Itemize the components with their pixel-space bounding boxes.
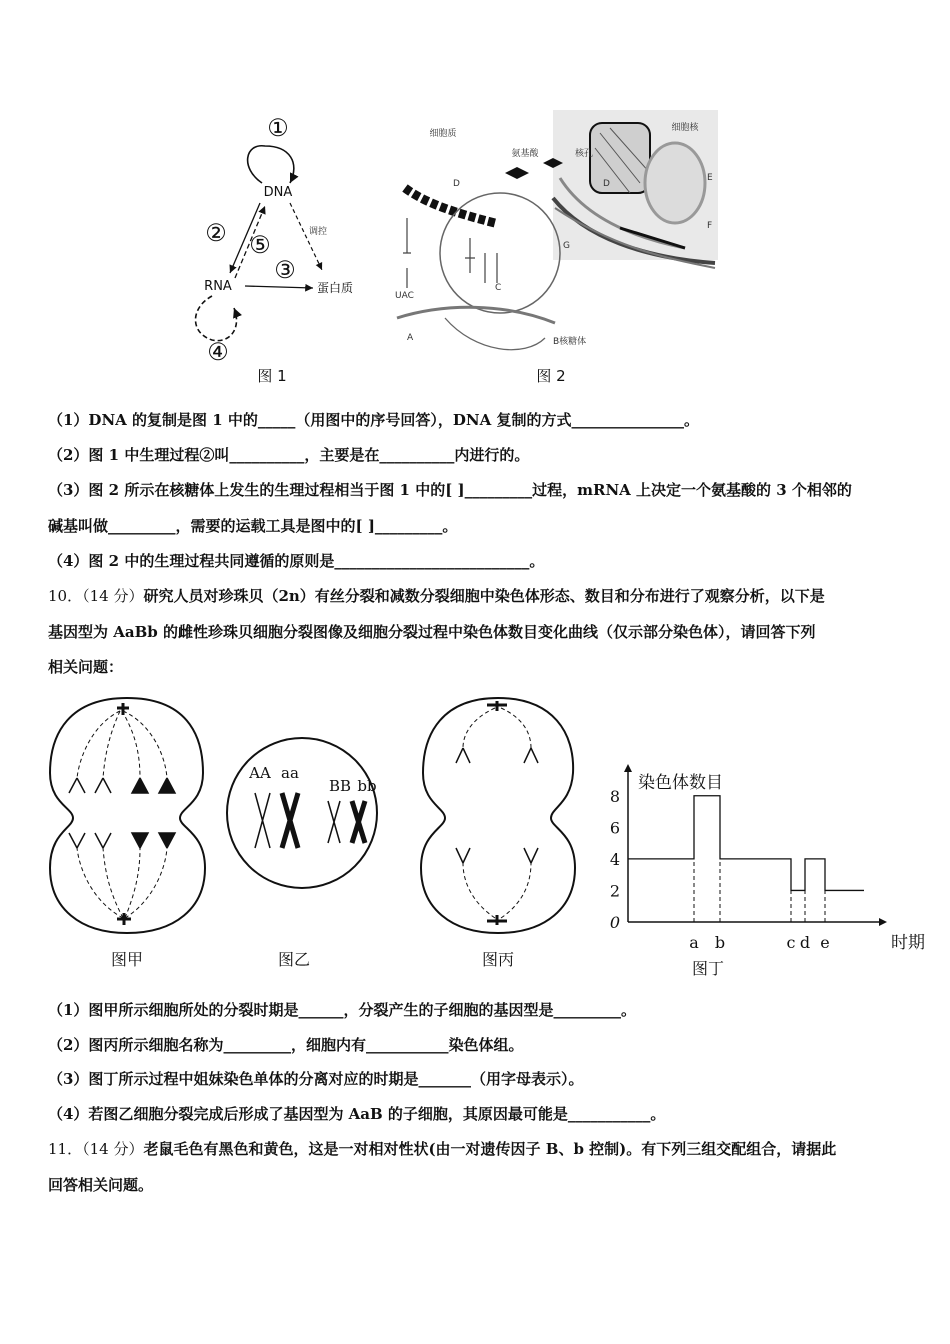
q10-intro-text: 研究人员对珍珠贝（2n）有丝分裂和减数分裂细胞中染色体形态、数目和分布进行了观察分析，以下是 <box>143 587 825 605</box>
x-axis-title: 时期 <box>891 933 925 953</box>
q10-intro-3: 相关问题： <box>48 658 124 676</box>
marker-label-a: a <box>689 933 699 952</box>
allele-BB: BB <box>328 777 352 795</box>
circle-5: ⑤ <box>249 231 271 259</box>
label-d: D <box>453 179 460 189</box>
ribosome-label: B核糖体 <box>553 337 587 347</box>
y-tick-8: 8 <box>609 786 620 806</box>
marker-label-d: d <box>799 933 811 952</box>
caption-bing: 图丙 <box>481 950 515 969</box>
q11-line-1 <box>48 1139 908 1159</box>
circle-3: ③ <box>274 256 296 284</box>
q10-sub-1: （1）图甲所示细胞所处的分裂时期是______，分裂产生的子细胞的基因型是_________。 <box>48 1001 636 1019</box>
allele-AA: AA <box>249 764 271 782</box>
figure-bing-cell <box>413 693 583 973</box>
q9-sub-2: （2）图 1 中生理过程②叫__________，主要是在__________内进行的。 <box>48 446 530 464</box>
q10-intro-1 <box>48 586 908 606</box>
label-g: G <box>563 241 570 251</box>
caption-ding: 图丁 <box>691 959 725 978</box>
circle-2: ② <box>205 219 227 247</box>
figure-yi-cell <box>222 693 382 973</box>
dna-label: DNA <box>263 185 293 200</box>
marker-label-b: b <box>714 933 726 952</box>
figure-1-caption: 图 1 <box>257 367 287 385</box>
cytoplasm-label: 细胞质 <box>429 129 457 139</box>
y-tick-0: 0 <box>609 913 620 932</box>
nucleus-label: 细胞核 <box>671 123 699 133</box>
figure-2-translation <box>385 108 720 393</box>
allele-aa: aa <box>281 764 299 782</box>
protein-label: 蛋白质 <box>316 281 354 295</box>
q11-line-2: 回答相关问题。 <box>48 1176 154 1194</box>
rna-label: RNA <box>204 279 232 294</box>
anticodon-label: UAC <box>395 291 414 301</box>
y-axis-arrow <box>624 764 632 772</box>
chromosome-count-line <box>628 796 864 891</box>
amino-acid-label: 氨基酸 <box>511 149 539 159</box>
q9-sub-3-cont: 碱基叫做_________，需要的运载工具是图中的[ ]_________。 <box>48 517 458 535</box>
x-axis-arrow <box>879 918 887 926</box>
q9-sub-1: （1）DNA 的复制是图 1 中的_____（用图中的序号回答），DNA 复制的方式_______________。 <box>48 411 699 429</box>
y-axis-title: 染色体数目 <box>638 773 723 793</box>
regulate-label: 调控 <box>308 227 328 237</box>
q10-sub-2: （2）图丙所示细胞名称为_________，细胞内有___________染色体组。 <box>48 1036 524 1054</box>
y-tick-4: 4 <box>609 849 620 869</box>
circle-1: ① <box>267 114 289 142</box>
marker-label-e: e <box>820 933 830 952</box>
q9-sub-4: （4）图 2 中的生理过程共同遵循的原则是__________________________。 <box>48 552 545 570</box>
label-c: C <box>495 283 502 293</box>
caption-yi: 图乙 <box>277 950 311 969</box>
pore-label: 核孔 <box>575 149 594 159</box>
label-a: A <box>407 333 414 343</box>
label-f: F <box>707 221 713 231</box>
figure-jia-cell <box>45 693 210 973</box>
figure-ding-chart <box>598 760 925 990</box>
q10-sub-4: （4）若图乙细胞分裂完成后形成了基因型为 AaB 的子细胞，其原因最可能是___________。 <box>48 1105 666 1123</box>
q11-number: 11．（14 分） <box>48 1140 144 1158</box>
marker-label-c: c <box>786 933 796 952</box>
y-tick-6: 6 <box>609 818 620 838</box>
q9-sub-3: （3）图 2 所示在核糖体上发生的生理过程相当于图 1 中的[ ]_________过程，mRNA 上决定一个氨基酸的 3 个相邻的 <box>48 481 852 499</box>
q10-intro-2: 基因型为 AaBb 的雌性珍珠贝细胞分裂图像及细胞分裂过程中染色体数目变化曲线（仅示部分染色体），请回答下列 <box>48 623 816 641</box>
caption-jia: 图甲 <box>110 950 144 969</box>
q11-text: 老鼠毛色有黑色和黄色，这是一对相对性状(由一对遗传因子 B、b 控制)。有下列三组交配组合，请据此 <box>143 1140 837 1158</box>
y-tick-2: 2 <box>609 881 620 901</box>
figure-1-central-dogma <box>190 108 354 393</box>
circle-4: ④ <box>207 338 229 366</box>
q10-sub-3: （3）图丁所示过程中姐妹染色单体的分离对应的时期是_______（用字母表示）。 <box>48 1070 584 1088</box>
label-e: E <box>707 173 713 183</box>
label-d2: D <box>603 179 610 189</box>
figure-2-caption: 图 2 <box>536 367 566 385</box>
q10-number: 10．（14 分） <box>48 587 144 605</box>
allele-bb: bb <box>357 777 377 795</box>
